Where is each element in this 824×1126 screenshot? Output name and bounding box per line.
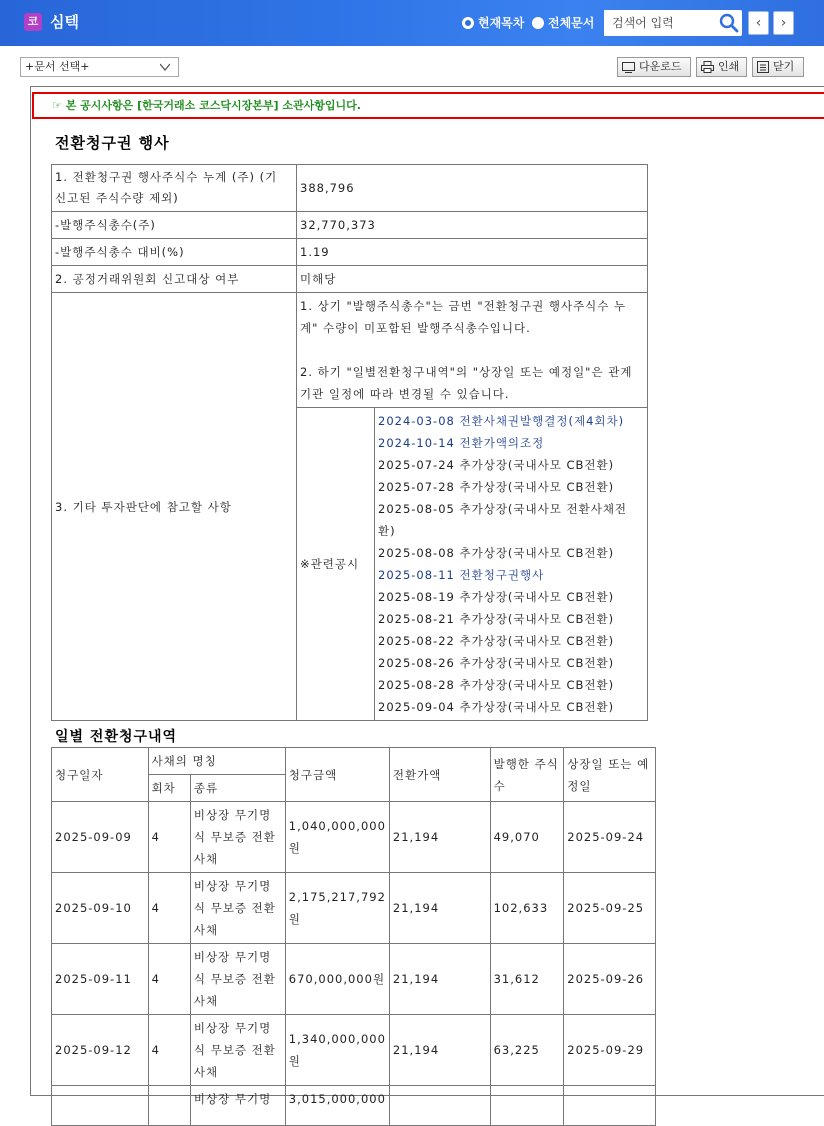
table-row xyxy=(52,1086,656,1126)
radio-unselected-icon[interactable] xyxy=(532,17,544,29)
monitor-icon xyxy=(622,62,635,73)
row2-value: 32,770,373 xyxy=(297,212,648,239)
related-disclosure-link: 2025-07-28 추가상장(국내사모 CB전환) xyxy=(378,480,615,494)
search-icon[interactable] xyxy=(719,13,739,33)
row3-value: 1.19 xyxy=(297,239,648,266)
radio-selected-icon[interactable] xyxy=(462,17,474,29)
print-label: 인쇄 xyxy=(718,60,740,73)
daily-section-title: 일별 전환청구내역 xyxy=(55,729,178,745)
cell-listing: 2025-09-24 xyxy=(564,802,656,873)
cell-date: 2025-09-10 xyxy=(52,873,149,944)
company-title: 심텍 xyxy=(50,13,79,31)
table-row xyxy=(52,1015,656,1086)
table-row xyxy=(52,802,656,873)
cell-round xyxy=(148,1086,190,1126)
cell-price: 21,194 xyxy=(389,944,490,1015)
document-select-value: +문서 선택+ xyxy=(25,60,90,73)
cell-amount: 670,000,000원 xyxy=(285,944,389,1015)
related-disclosure-link: 2025-08-21 추가상장(국내사모 CB전환) xyxy=(378,612,615,626)
related-disclosure-link: 2025-09-04 추가상장(국내사모 CB전환) xyxy=(378,700,615,714)
cell-price: 21,194 xyxy=(389,802,490,873)
related-disclosure-link: 2025-08-26 추가상장(국내사모 CB전환) xyxy=(378,656,615,670)
cell-kind: 비상장 무기명식 무보증 전환사채 xyxy=(190,944,285,1015)
header-bond-name: 사채의 명칭 xyxy=(148,748,285,775)
related-list xyxy=(375,408,648,721)
header-bar xyxy=(0,0,824,46)
row1-value: 388,796 xyxy=(297,165,648,212)
cell-kind: 비상장 무기명식 무보증 전환사채 xyxy=(190,802,285,873)
cell-kind: 비상장 무기명식 무보증 전환사채 xyxy=(190,1015,285,1086)
header-price: 전환가액 xyxy=(389,748,490,802)
cell-listing: 2025-09-25 xyxy=(564,873,656,944)
cell-shares: 31,612 xyxy=(490,944,564,1015)
related-disclosure-link[interactable]: 2024-10-14 전환가액의조정 xyxy=(378,436,545,450)
notes-cell xyxy=(297,293,648,408)
cell-round: 4 xyxy=(148,944,190,1015)
cell-date: 2025-09-09 xyxy=(52,802,149,873)
row4-value: 미해당 xyxy=(297,266,648,293)
document-icon xyxy=(757,61,769,73)
header-date: 청구일자 xyxy=(52,748,149,802)
cell-price xyxy=(389,1086,490,1126)
close-button[interactable] xyxy=(752,57,804,77)
header-listing: 상장일 또는 예정일 xyxy=(564,748,656,802)
related-label: ※관련공시 xyxy=(297,408,375,721)
related-disclosure-link: 2025-08-28 추가상장(국내사모 CB전환) xyxy=(378,678,615,692)
header-kind: 종류 xyxy=(190,775,285,802)
row4-label: 2. 공정거래위원회 신고대상 여부 xyxy=(52,266,297,293)
cell-date: 2025-09-12 xyxy=(52,1015,149,1086)
cell-price: 21,194 xyxy=(389,873,490,944)
cell-kind: 비상장 무기명식 무보증 전환사채 xyxy=(190,873,285,944)
header-amount: 청구금액 xyxy=(285,748,389,802)
table-row xyxy=(52,944,656,1015)
document-select[interactable] xyxy=(20,57,179,77)
related-disclosure-link: 2025-08-08 추가상장(국내사모 CB전환) xyxy=(378,546,615,560)
search-input[interactable] xyxy=(604,10,714,36)
next-result-button[interactable]: › xyxy=(773,11,794,35)
summary-table xyxy=(51,164,648,721)
radio-all-label: 전체문서 xyxy=(548,16,595,30)
header-round: 회차 xyxy=(148,775,190,802)
header-shares: 발행한 주식수 xyxy=(490,748,564,802)
cell-round: 4 xyxy=(148,873,190,944)
download-label: 다운로드 xyxy=(639,60,682,73)
note-1: 1. 상기 "발행주식총수"는 금번 "전환청구권 행사주식수 누계" 수량이 미포함된 발행주식총수입니다. xyxy=(300,299,627,335)
cell-shares: 102,633 xyxy=(490,873,564,944)
cell-listing: 2025-09-26 xyxy=(564,944,656,1015)
notice-text: 본 공시사항은 [한국거래소 코스닥시장본부] 소관사항입니다. xyxy=(65,99,361,112)
related-disclosure-link: 2025-08-05 추가상장(국내사모 전환사채전환) xyxy=(378,502,628,538)
cell-round: 4 xyxy=(148,1015,190,1086)
radio-current-label: 현재목차 xyxy=(478,16,525,30)
cell-listing xyxy=(564,1086,656,1126)
print-button[interactable] xyxy=(696,57,747,77)
pointing-hand-icon: ☞ xyxy=(52,99,62,112)
cell-date xyxy=(52,1086,149,1126)
radio-current-toc[interactable] xyxy=(462,14,524,31)
radio-all-docs[interactable] xyxy=(532,14,594,31)
related-disclosure-link[interactable]: 2024-03-08 전환사채권발행결정(제4회차) xyxy=(378,414,625,428)
related-disclosure-link: 2025-08-22 추가상장(국내사모 CB전환) xyxy=(378,634,615,648)
related-disclosure-link: 2025-08-19 추가상장(국내사모 CB전환) xyxy=(378,590,615,604)
cell-shares: 49,070 xyxy=(490,802,564,873)
cell-amount: 3,015,000,000 xyxy=(285,1086,389,1126)
note-2: 2. 하기 "일별전환청구내역"의 "상장일 또는 예정일"은 관계기관 일정에 따라 변경될 수 있습니다. xyxy=(300,365,633,401)
chevron-down-icon xyxy=(160,62,170,72)
daily-claims-table xyxy=(51,747,656,1126)
cell-shares: 63,225 xyxy=(490,1015,564,1086)
row3-label: -발행주식총수 대비(%) xyxy=(52,239,297,266)
close-label: 닫기 xyxy=(773,60,795,73)
page-title: 전환청구권 행사 xyxy=(55,134,170,152)
printer-icon xyxy=(701,61,714,73)
cell-date: 2025-09-11 xyxy=(52,944,149,1015)
search-box xyxy=(604,10,742,36)
cell-amount: 2,175,217,792원 xyxy=(285,873,389,944)
notice-banner xyxy=(32,92,824,119)
related-disclosure-link[interactable]: 2025-08-11 전환청구권행사 xyxy=(378,568,545,582)
cell-shares xyxy=(490,1086,564,1126)
row5-label: 3. 기타 투자판단에 참고할 사항 xyxy=(52,293,297,721)
cell-listing: 2025-09-29 xyxy=(564,1015,656,1086)
cell-round: 4 xyxy=(148,802,190,873)
download-button[interactable] xyxy=(617,57,691,77)
cell-price: 21,194 xyxy=(389,1015,490,1086)
prev-result-button[interactable]: ‹ xyxy=(748,11,769,35)
related-disclosure-link: 2025-07-24 추가상장(국내사모 CB전환) xyxy=(378,458,615,472)
table-row xyxy=(52,873,656,944)
cell-kind: 비상장 무기명 xyxy=(190,1086,285,1126)
row1-label: 1. 전환청구권 행사주식수 누계 (주) (기 신고된 주식수량 제외) xyxy=(52,165,297,212)
cell-amount: 1,340,000,000원 xyxy=(285,1015,389,1086)
cell-amount: 1,040,000,000원 xyxy=(285,802,389,873)
app-logo-icon: 코 xyxy=(24,13,42,31)
row2-label: -발행주식총수(주) xyxy=(52,212,297,239)
